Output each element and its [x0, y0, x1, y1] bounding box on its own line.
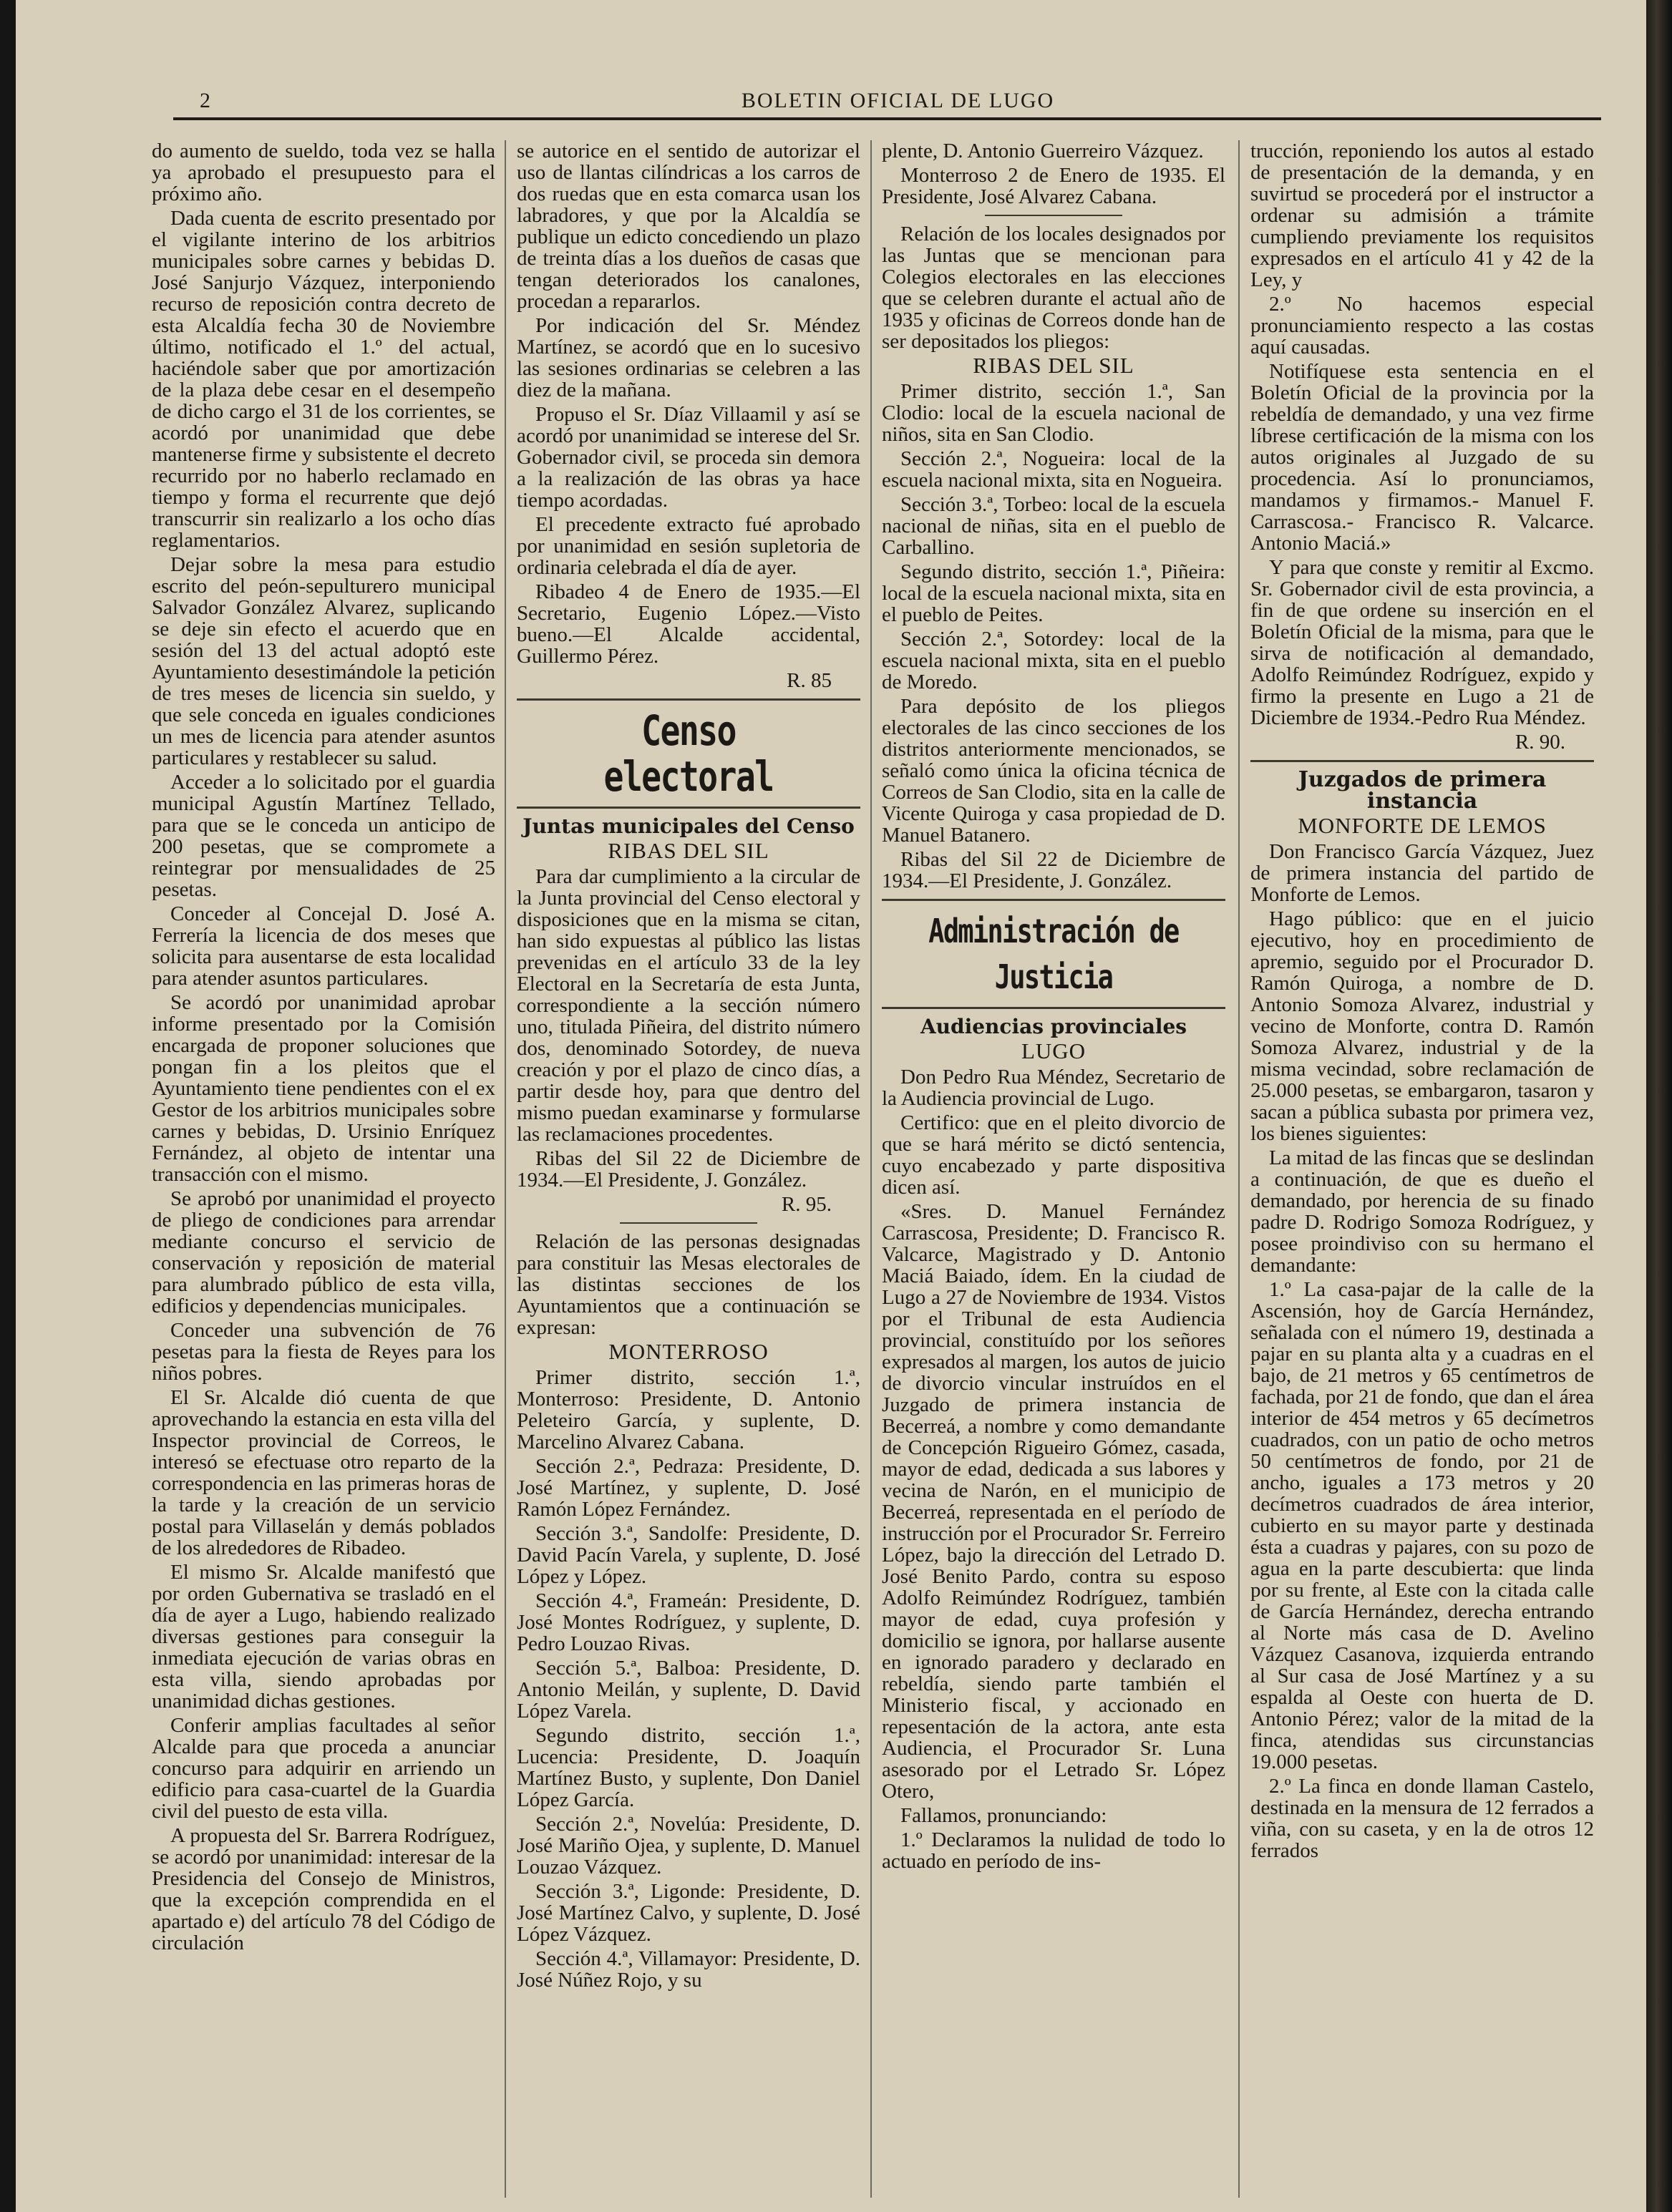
section-heading: Administración de Justicia: [928, 912, 1179, 996]
paragraph: Don Pedro Rua Méndez, Secretario de la Audiencia provincial de Lugo.: [882, 1066, 1225, 1110]
paragraph: trucción, reponiendo los autos al estado de presentación de la demanda, y en suvirtud se procederá por el instructor a ordenar su admisión a trámite cumpliendo previamente los requisitos expresados en el artículo 41 y 42 de la Ley, y: [1250, 140, 1594, 291]
place-name: RIBAS DEL SIL: [973, 353, 1134, 378]
page-header: [191, 84, 1605, 117]
paragraph: Relación de las personas designadas para constituir las Mesas electorales de las distintas secciones de los Ayuntamientos que a continuación se expresan:: [517, 1230, 860, 1339]
paragraph: Conceder al Concejal D. José A. Ferrería la licencia de dos meses que solicita para ausentarse de esta localidad para atender asuntos particulares.: [152, 902, 495, 990]
paragraph: Propuso el Sr. Díaz Villaamil y así se acordó por unanimidad se interese del Sr. Gobernador civil, se proceda sin demora a la realización de las obras ya hace tiempo acordadas.: [517, 403, 860, 512]
reference-number: R. 90.: [1515, 731, 1565, 754]
paragraph: Dejar sobre la mesa para estudio escrito del peón-sepulturero municipal Salvador González Alvarez, suplicando se deje sin efecto el acuerdo que en sesión del 13 del actual adoptó este Ayuntamiento desestimándole la petición de tres meses de licencia sin sueldo, y que sele conceda en iguales condiciones un mes de licencia para atender asuntos particulares y restablecer su salud.: [152, 553, 495, 769]
paragraph: Monterroso 2 de Enero de 1935. El Presidente, José Alvarez Cabana.: [882, 164, 1225, 208]
newspaper-page: [16, 0, 1646, 2212]
paragraph: Segundo distrito, sección 1.ª, Lucencia: Presidente, D. Joaquín Martínez Busto, y suplente, Don Daniel López García.: [517, 1724, 860, 1811]
paragraph: El mismo Sr. Alcalde manifestó que por orden Gubernativa se trasladó en el día de ayer a Lugo, habiendo realizado diversas gestiones para conseguir la inmediata ejecución de varias obras en esta villa, siendo aprobadas por unanimidad dichas gestiones.: [152, 1561, 495, 1712]
paragraph: Segundo distrito, sección 1.ª, Piñeira: local de la escuela nacional mixta, sita en el pueblo de Peites.: [882, 560, 1225, 626]
reference-number: R. 95.: [781, 1193, 832, 1216]
paragraph: Sección 3.ª, Sandolfe: Presidente, D. David Pacín Varela, y suplente, D. José López y López.: [517, 1522, 860, 1588]
paragraph: se autorice en el sentido de autorizar el uso de llantas cilíndricas a los carros de dos ruedas que en esta comarca usan los labradores, y que por la Alcaldía se publique un edicto concediendo un plazo de treinta días a los dueños de casas que tengan deteriorados los canalones, procedan a repararlos.: [517, 140, 860, 313]
page-number: 2: [200, 89, 210, 112]
section-rule: [517, 698, 860, 701]
paragraph: A propuesta del Sr. Barrera Rodríguez, se acordó por unanimidad: interesar de la Presidencia del Consejo de Ministros, que la excepción comprendida en el apartado e) del artículo 78 del Código de circulación: [152, 1824, 495, 1954]
paragraph: do aumento de sueldo, toda vez se halla ya aprobado el presupuesto para el próximo año.: [152, 140, 495, 205]
paragraph: 1.º La casa-pajar de la calle de la Ascensión, hoy de García Hernández, señalada con el número 19, destinada a pajar en su planta alta y a cuadras en el bajo, de 21 metros y 65 centímetros de fachada, por 21 de fondo, que dan el área interior de 454 metros y 65 decímetros cuadrados, con un patio de ocho metros 50 centímetros de fondo, por 21 de ancho, iguales a 173 metros y 20 decímetros cuadrados de área interior, cubierto en su mayor parte y destinada ésta a cuadras y pajares, con su pozo de agua en la parte descubierta: que linda por su frente, al Este con la citada calle de García Hernández, derecha entrando al Norte más casa de D. Avelino Vázquez Casanova, izquierda entrando al Sur casa de José Martínez y a su espalda al Oeste con huerta de D. Antonio Pérez; valor de la mitad de la finca, atendidas sus circunstancias 19.000 pesetas.: [1250, 1278, 1594, 1773]
paragraph: Se aprobó por unanimidad el proyecto de pliego de condiciones para arrendar mediante concurso el servicio de conservación y reposición de material para alumbrado público de esta villa, edificios y dependencias municipales.: [152, 1187, 495, 1317]
paragraph: Y para que conste y remitir al Excmo. Sr. Gobernador civil de esta provincia, a fin de que ordene su inserción en el Boletín Oficial de la misma, para que le sirva de notificación al demandado, Adolfo Reimúndez Rodríguez, expido y firmo la presente en Lugo a 21 de Diciembre de 1934.-Pedro Rua Méndez.: [1250, 556, 1594, 729]
reference-number: R. 85: [787, 669, 832, 692]
paragraph: «Sres. D. Manuel Fernández Carrascosa, Presidente; D. Francisco R. Valcarce, Magistrado y D. Antonio Maciá Baiado, ídem. En la ciudad de Lugo a 27 de Noviembre de 1934. Vistos por el Tribunal de esta Audiencia provincial, constituído por los señores expresados al margen, los autos de juicio de divorcio vincular instruídos en el Juzgado de primera instancia de Becerreá, a nombre y como demandante de Concepción Rigueiro Gómez, casada, mayor de edad, dedicada a sus labores y vecina de Narón, en el municipio de Becerreá, representada en el período de instrucción por el Procurador Sr. Ferreiro López, bajo la dirección del Letrado D. José Benito Pardo, contra su esposo Adolfo Reimúndez Rodríguez, también mayor de edad, cuya profesión y domicilio se ignora, por hallarse ausente en ignorado paradero y declarado en rebeldía, siendo parte también el Ministerio fiscal, y accionado en repesentación de la actora, ante esta Audiencia, el Procurador Sr. Luna asesorado por el Letrado Sr. López Otero,: [882, 1200, 1225, 1803]
section-rule: [1250, 760, 1594, 762]
section-rule: [517, 807, 860, 809]
column-divider: [505, 140, 506, 2198]
paragraph: Sección 2.ª, Pedraza: Presidente, D. José Martínez, y suplente, D. José Ramón López Fernández.: [517, 1455, 860, 1521]
paragraph: Hago público: que en el juicio ejecutivo, hoy en procedimiento de apremio, seguido por el Procurador D. Ramón Quiroga, a nombre de D. Antonio Somoza Alvarez, industrial y vecino de Monforte, contra D. Ramón Somoza Alvarez, industrial y de la misma vecindad, sobre reclamación de 25.000 pesetas, se embargaron, tasaron y sacan a pública subasta por primera vez, los bienes siguientes:: [1250, 907, 1594, 1145]
place-name: MONTERROSO: [608, 1339, 769, 1364]
column-3: [882, 140, 1225, 2198]
paragraph: Sección 5.ª, Balboa: Presidente, D. Antonio Meilán, y suplente, D. David López Varela.: [517, 1657, 860, 1723]
paragraph: El precedente extracto fué aprobado por unanimidad en sesión supletoria de ordinaria celebrada el día de ayer.: [517, 513, 860, 579]
paragraph: Fallamos, pronunciando:: [900, 1804, 1107, 1827]
binding-edge: [1646, 0, 1672, 2212]
paragraph: Conceder una subvención de 76 pesetas para la fiesta de Reyes para los niños pobres.: [152, 1319, 495, 1385]
place-name: LUGO: [1021, 1038, 1087, 1063]
paragraph: Ribas del Sil 22 de Diciembre de 1934.—El Presidente, J. González.: [517, 1147, 860, 1192]
paragraph: Por indicación del Sr. Méndez Martínez, se acordó que en lo sucesivo las sesiones ordinarias se celebren a las diez de la mañana.: [517, 314, 860, 401]
paragraph: 2.º No hacemos especial pronunciamiento respecto a las costas aquí causadas.: [1250, 293, 1594, 359]
place-name: RIBAS DEL SIL: [608, 838, 769, 863]
section-rule: [882, 899, 1225, 901]
paragraph: Ribas del Sil 22 de Diciembre de 1934.—El Presidente, J. González.: [882, 848, 1225, 892]
sub-heading: Juntas municipales del Censo: [522, 814, 855, 838]
column-1: [152, 140, 495, 2198]
sub-heading: Juzgados de primera instancia: [1298, 767, 1547, 814]
paragraph: Sección 3.ª, Ligonde: Presidente, D. José Martínez Calvo, y suplente, D. José López Vázquez.: [517, 1880, 860, 1946]
paragraph: La mitad de las fincas que se deslindan a continuación, de que es dueño el demandado, por herencia de su finado padre D. Rodrigo Somoza Rodríguez, y posee proindiviso con su hermano el demandante:: [1250, 1146, 1594, 1277]
paragraph: Notifíquese esta sentencia en el Boletín Oficial de la provincia por la rebeldía de demandado, y una vez firme líbrese certificación de la misma con los autos originales al Juzgado de su procedencia. Así lo pronunciamos, mandamos y firmamos.- Manuel F. Carrascosa.- Francisco R. Valcarce. Antonio Maciá.»: [1250, 360, 1594, 555]
column-4: [1250, 140, 1594, 2198]
paragraph: 1.º Declaramos la nulidad de todo lo actuado en período de ins-: [882, 1828, 1225, 1873]
section-rule: [882, 1007, 1225, 1009]
paragraph: Ribadeo 4 de Enero de 1935.—El Secretario, Eugenio López.—Visto bueno.—El Alcalde accidental, Guillermo Pérez.: [517, 580, 860, 668]
separator: [620, 1222, 757, 1224]
paragraph: Sección 2.ª, Sotordey: local de la escuela nacional mixta, sita en el pueblo de Moredo.: [882, 628, 1225, 693]
paragraph: Sección 4.ª, Villamayor: Presidente, D. José Núñez Rojo, y su: [517, 1947, 860, 1992]
paragraph: Conferir amplias facultades al señor Alcalde para que proceda a anunciar concurso para adquirir en arriendo un edificio para casa-cuartel de la Guardia civil del puesto de esta villa.: [152, 1714, 495, 1823]
paragraph: Primer distrito, sección 1.ª, San Clodio: local de la escuela nacional de niños, sita en San Clodio.: [882, 380, 1225, 446]
column-2: [517, 140, 860, 2198]
paragraph: Acceder a lo solicitado por el guardia municipal Agustín Martínez Tellado, para que se le conceda un anticipo de 200 pesetas, que se compromete a reintegrar por mensualidades de 25 pesetas.: [152, 771, 495, 901]
paragraph: 2.º La finca en donde llaman Castelo, destinada en la mensura de 12 ferrados a viña, con su caseta, y en la de otros 12 ferrados: [1250, 1775, 1594, 1862]
paragraph: Sección 3.ª, Torbeo: local de la escuela nacional de niñas, sita en el pueblo de Carballino.: [882, 493, 1225, 559]
separator: [985, 215, 1122, 216]
paragraph: El Sr. Alcalde dió cuenta de que aprovechando la estancia en esta villa del Inspector provincial de Correos, le interesó se efectuase otro reparto de la correspondencia en las primeras horas de la tarde y la creación de un servicio postal para Villaselán y demás poblados de los alrededores de Ribadeo.: [152, 1386, 495, 1559]
paragraph: Don Francisco García Vázquez, Juez de primera instancia del partido de Monforte de Lemos.: [1250, 840, 1594, 906]
paragraph: Dada cuenta de escrito presentado por el vigilante interino de los arbitrios municipales sobre carnes y bebidas D. José Sanjurjo Vázquez, interponiendo recurso de reposición contra decreto de esta Alcaldía fecha 30 de Noviembre último, notificado el 1.º del actual, haciéndole saber que por amortización de la plaza debe cesar en el desempeño de dicho cargo el 31 de los corrientes, se acordó por unanimidad que debe mantenerse firme y subsistente el decreto recurrido por no haberlo reclamado en tiempo y forma el recurrente que dejó transcurrir sin realizarlo a los ocho días reglamentarios.: [152, 207, 495, 552]
section-heading: Censo electoral: [603, 706, 774, 801]
paragraph: Se acordó por unanimidad aprobar informe presentado por la Comisión encargada de proponer soluciones que pongan fin a los pleitos que el Ayuntamiento tiene pendientes con el ex Gestor de los arbitrios municipales sobre carnes y bebidas, D. Ursinio Enríquez Fernández, al objeto de intentar una transacción con el mismo.: [152, 991, 495, 1186]
paragraph: Sección 2.ª, Novelúa: Presidente, D. José Mariño Ojea, y suplente, D. Manuel Louzao Vázquez.: [517, 1813, 860, 1879]
sub-heading: Audiencias provinciales: [920, 1015, 1187, 1038]
column-divider: [1238, 140, 1240, 2198]
paragraph: Sección 4.ª, Frameán: Presidente, D. José Montes Rodríguez, y suplente, D. Pedro Louzao Rivas.: [517, 1589, 860, 1655]
paragraph: Para depósito de los pliegos electorales de las cinco secciones de los distritos anteriormente mencionados, se señaló como única la oficina técnica de Correos de San Clodio, sita en la calle de Vicente Quiroga y casa propiedad de D. Manuel Batanero.: [882, 695, 1225, 847]
publication-title: BOLETIN OFICIAL DE LUGO: [741, 89, 1055, 112]
paragraph: Para dar cumplimiento a la circular de la Junta provincial del Censo electoral y disposiciones que en la misma se citan, han sido expuestas al público las listas prevenidas en el artículo 33 de la ley Electoral en la Secretaría de esta Junta, correspondiente a la sección número uno, titulada Piñeira, del distrito número dos, denominado Sotordey, de nueva creación y por el plazo de cinco días, a partir desde hoy, para que dentro del mismo puedan examinarse y formularse las reclamaciones procedentes.: [517, 865, 860, 1146]
paragraph: plente, D. Antonio Guerreiro Vázquez.: [882, 140, 1204, 162]
place-name: MONFORTE DE LEMOS: [1298, 813, 1547, 838]
header-rule: [173, 117, 1601, 120]
paragraph: Sección 2.ª, Nogueira: local de la escuela nacional mixta, sita en Nogueira.: [882, 447, 1225, 492]
column-divider: [870, 140, 872, 2198]
paragraph: Certifico: que en el pleito divorcio de que se hará mérito se dictó sentencia, cuyo encabezado y parte dispositiva dicen así.: [882, 1111, 1225, 1199]
paragraph: Primer distrito, sección 1.ª, Monterroso: Presidente, D. Antonio Peleteiro García, y suplente, D. Marcelino Alvarez Cabana.: [517, 1366, 860, 1453]
paragraph: Relación de los locales designados por las Juntas que se mencionan para Colegios electorales en las elecciones que se celebren durante el actual año de 1935 y oficinas de Correos donde han de ser depositados los pliegos:: [882, 223, 1225, 353]
